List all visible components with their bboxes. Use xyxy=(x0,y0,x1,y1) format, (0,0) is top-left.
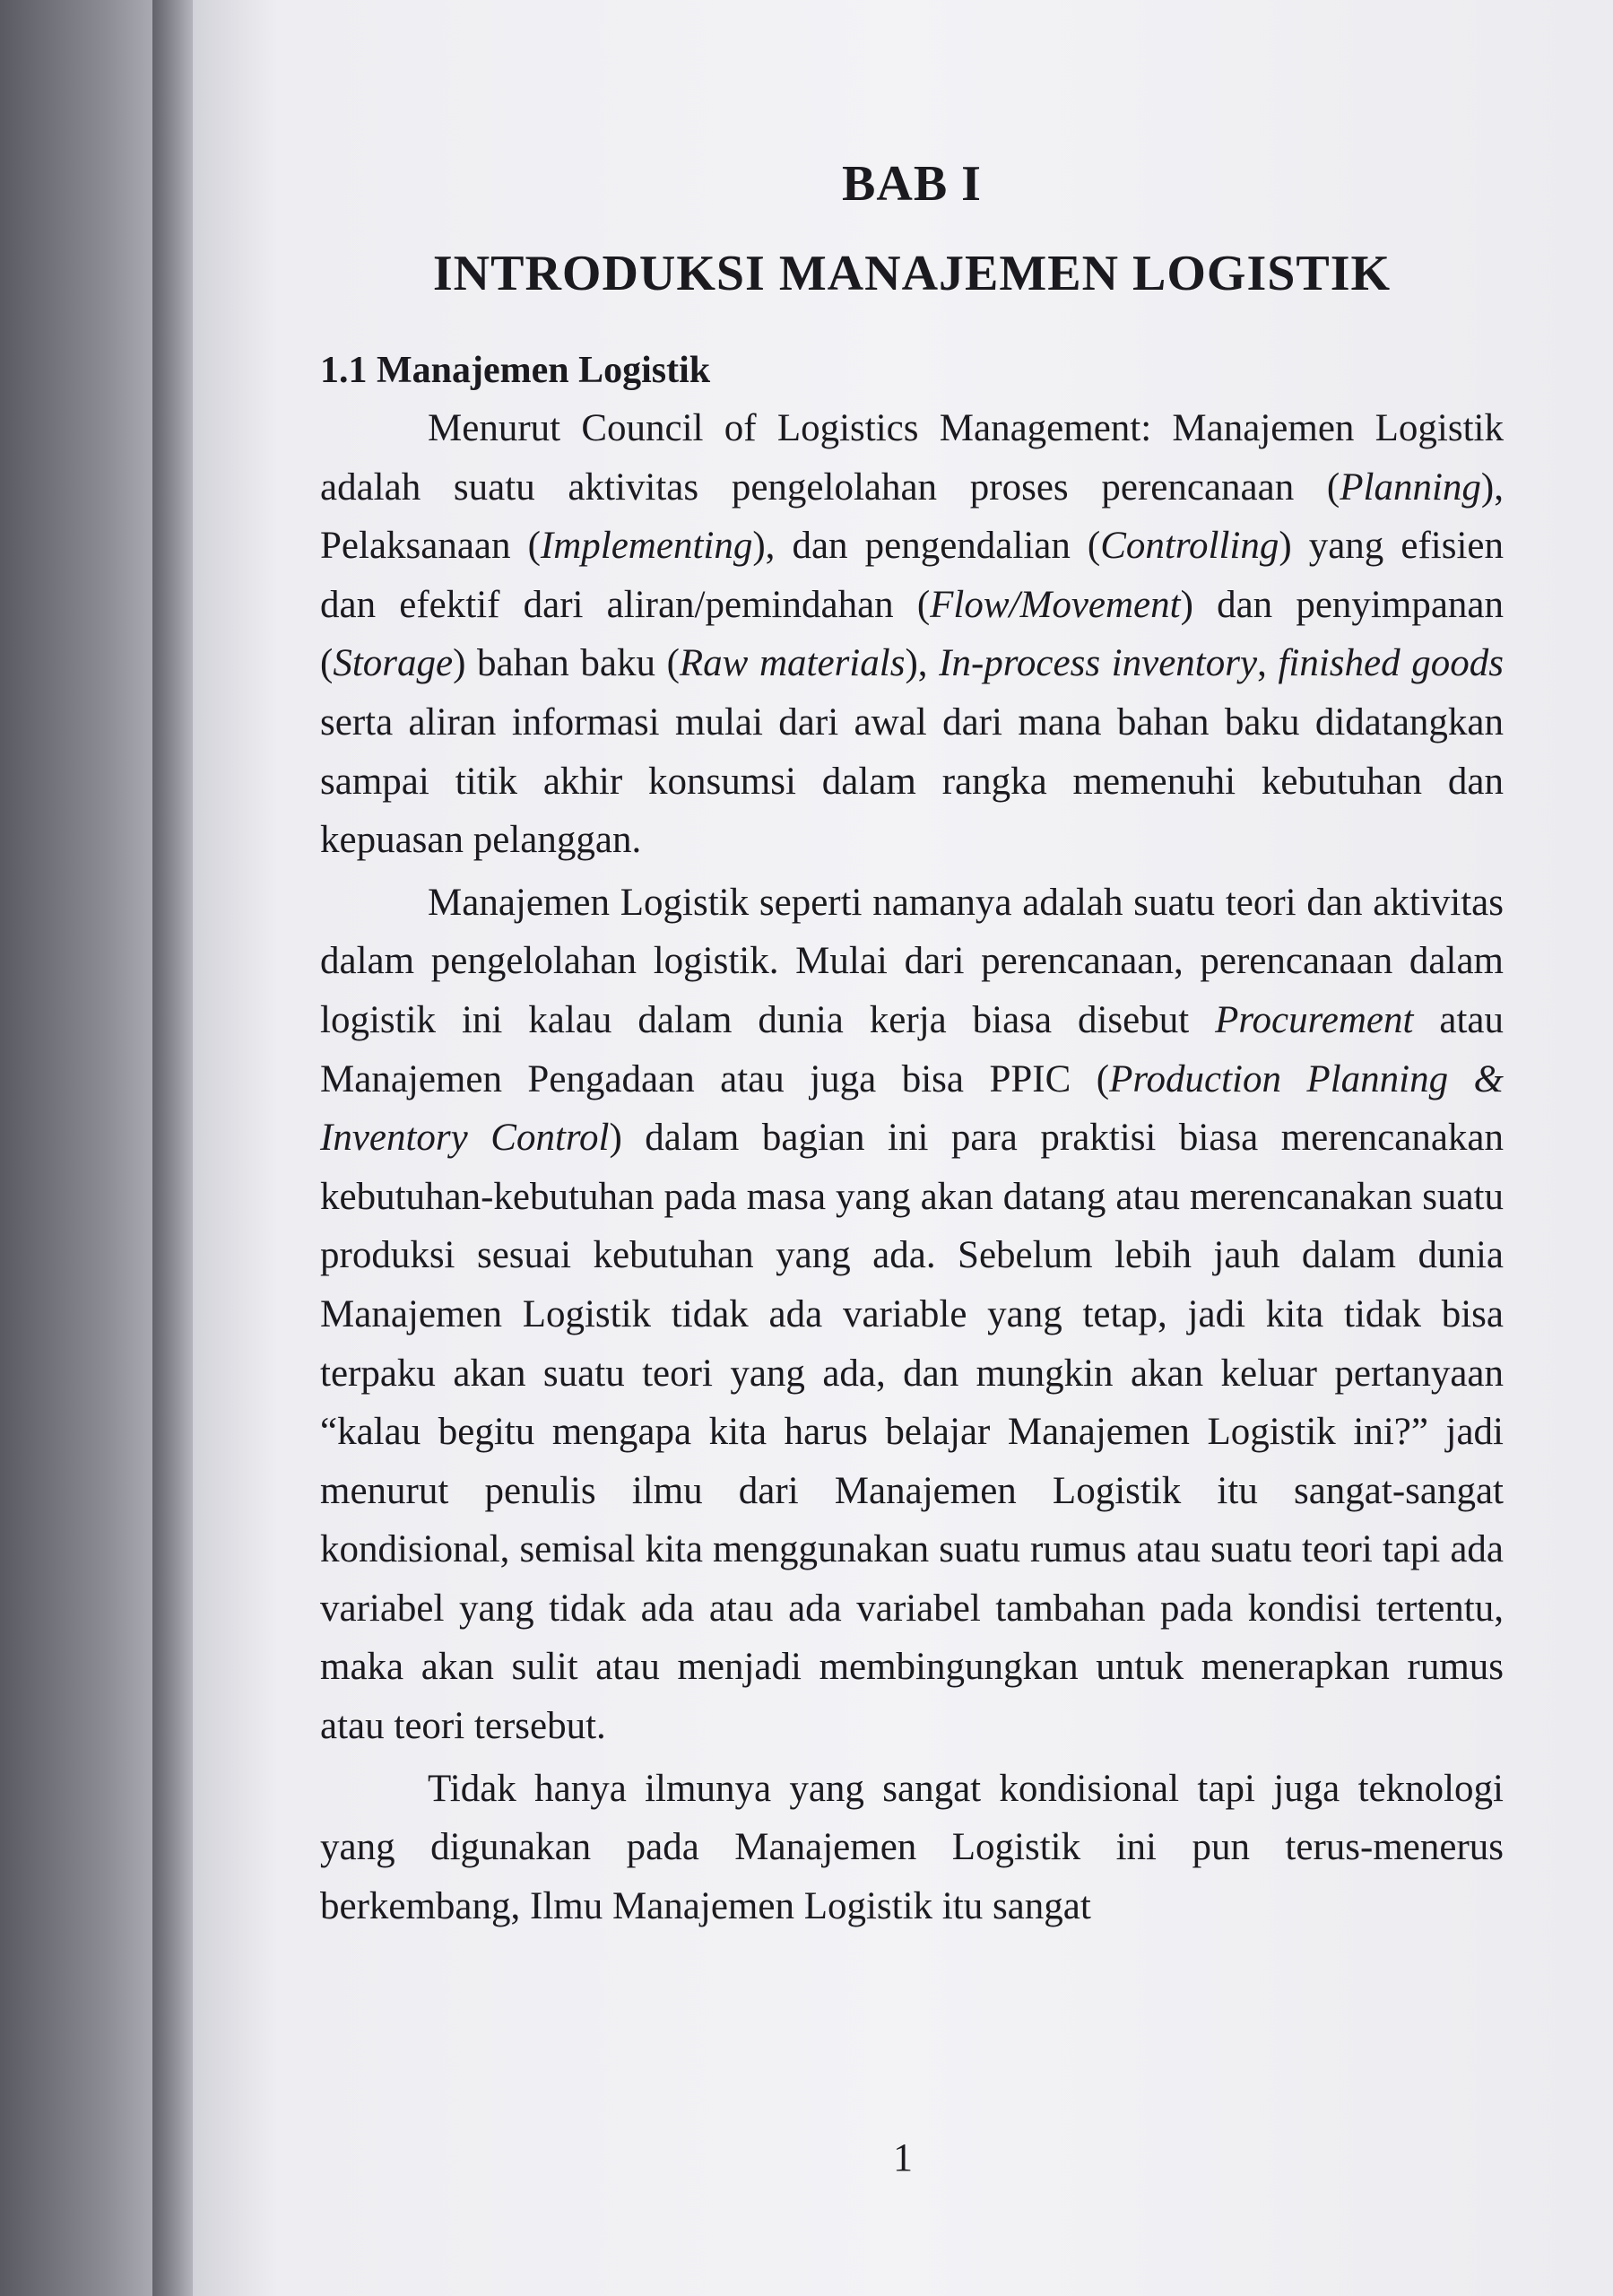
text-run: ), dan pengendalian ( xyxy=(752,525,1101,568)
book-page xyxy=(193,0,1613,2296)
chapter-label: BAB I xyxy=(842,156,982,212)
italic-term: In-process inventory xyxy=(939,642,1258,685)
text-run: ) bahan baku ( xyxy=(453,642,680,685)
text-run: ) dan penyimpanan ( xyxy=(320,583,1504,685)
text-run: ) dalam bagian ini para praktisi biasa merencanakan kebutuhan-kebutuhan pada masa yang akan datang atau merencanakan suatu produksi sesuai kebutuhan yang ada. Sebelum lebih jauh dalam dunia Manajemen Logistik tidak ada variable yang tetap, jadi kita tidak bisa terpaku akan suatu teori yang ada, dan mungkin akan keluar pertanyaan “kalau begitu mengapa kita harus belajar Manajemen Logistik ini?” jadi menurut penulis ilmu dari Manajemen Logistik itu sangat-sangat kondisional, semisal kita menggunakan suatu rumus atau suatu teori tapi ada variabel yang tidak ada atau ada variabel tambahan pada kondisi tertentu, maka akan sulit atau menjadi membingungkan untuk menerapkan rumus atau teori tersebut. xyxy=(320,1117,1505,1748)
text-run: Menurut Council of Logistics Management: Manajemen Logistik adalah suatu aktivitas pengelolahan proses perencanaan ( xyxy=(320,407,1504,509)
text-run: Manajemen Logistik seperti namanya adalah suatu teori dan aktivitas dalam pengelolahan logistik. Mulai dari perencanaan, perencanaan dalam logistik ini kalau dalam dunia kerja biasa disebut xyxy=(320,881,1504,1041)
page-content xyxy=(320,139,1504,1939)
italic-term: Raw materials xyxy=(679,642,906,685)
italic-term: Procurement xyxy=(1215,998,1414,1041)
paragraph xyxy=(320,874,1504,1756)
section-heading: 1.1 Manajemen Logistik xyxy=(320,350,711,391)
text-run: ), Pelaksanaan ( xyxy=(320,465,1504,568)
italic-term: Planning xyxy=(1340,465,1481,509)
italic-term: Flow/Movement xyxy=(930,583,1181,626)
paragraph xyxy=(320,1760,1504,1936)
italic-term: Storage xyxy=(333,642,454,685)
italic-term: Production Planning & Inventory Control xyxy=(320,1057,1504,1160)
text-run: atau Manajemen Pengadaan atau juga bisa PPIC ( xyxy=(320,998,1504,1100)
chapter-title: INTRODUKSI MANAJEMEN LOGISTIK xyxy=(432,246,1392,301)
italic-term: finished goods xyxy=(1278,642,1504,685)
text-run: serta aliran informasi mulai dari awal dari mana bahan baku didatangkan sampai titik akhir konsumsi dalam rangka memenuhi kebutuhan dan kepuasan pelanggan. xyxy=(320,700,1504,862)
paragraph xyxy=(320,399,1504,870)
italic-term: Implementing xyxy=(540,525,753,568)
text-run: ), xyxy=(905,642,940,685)
text-run: ) yang efisien dan efektif dari aliran/pemindahan ( xyxy=(320,525,1504,626)
italic-term: Controlling xyxy=(1100,525,1279,568)
page-number: 1 xyxy=(893,2135,913,2179)
text-run: Tidak hanya ilmunya yang sangat kondisional tapi juga teknologi yang digunakan pada Manajemen Logistik ini pun terus-menerus berkembang, Ilmu Manajemen Logistik itu sangat xyxy=(320,1767,1504,1927)
text-run: , xyxy=(1257,642,1279,685)
